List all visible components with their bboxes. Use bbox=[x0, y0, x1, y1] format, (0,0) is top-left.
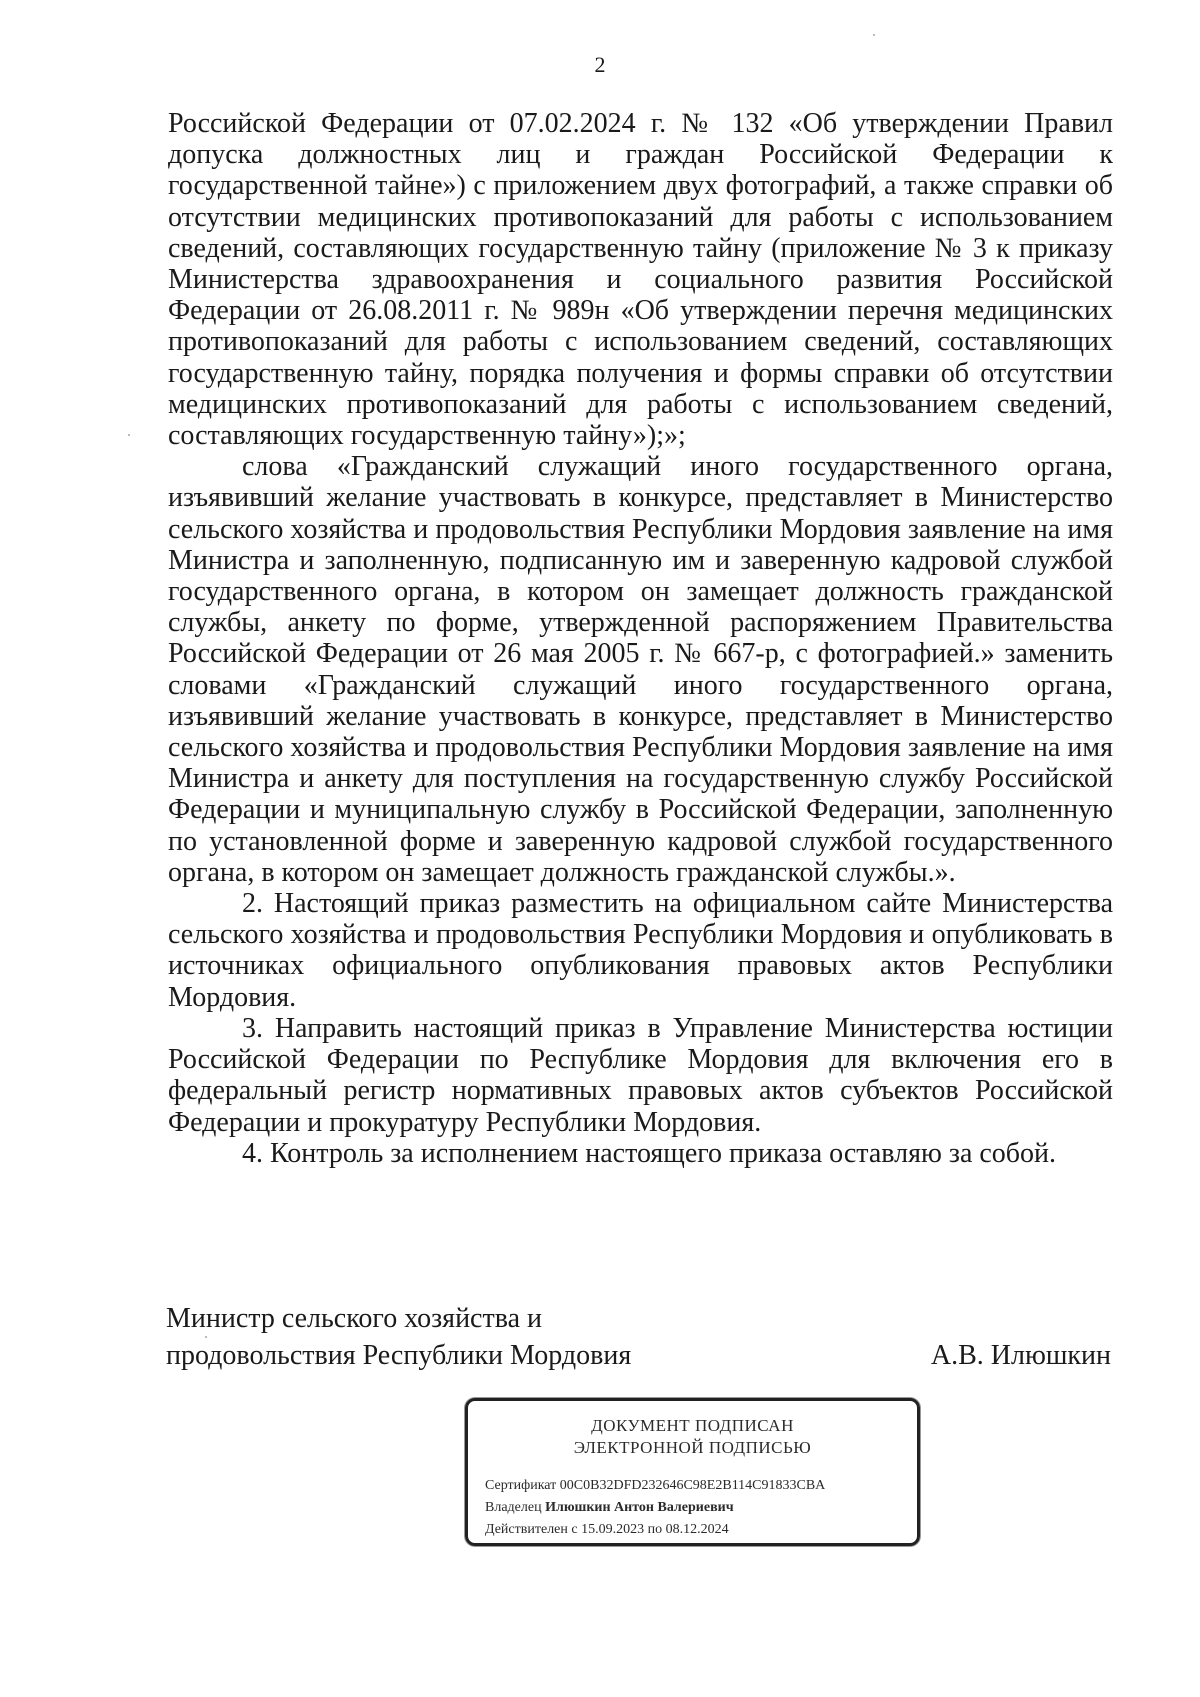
stamp-heading-line1: ДОКУМЕНТ ПОДПИСАН bbox=[591, 1416, 794, 1435]
owner-label: Владелец bbox=[485, 1500, 542, 1515]
signatory-title-line2: продовольствия Республики Мордовия bbox=[166, 1340, 632, 1371]
scan-speck bbox=[205, 1336, 207, 1338]
signature-block bbox=[166, 1300, 1111, 1374]
valid-to-label: по bbox=[647, 1522, 663, 1537]
scan-speck bbox=[873, 34, 875, 36]
signatory-title-line1: Министр сельского хозяйства и bbox=[166, 1303, 542, 1334]
scan-speck bbox=[128, 434, 130, 436]
stamp-owner-line bbox=[485, 1497, 917, 1519]
stamp-heading-line2: ЭЛЕКТРОННОЙ ПОДПИСЬЮ bbox=[573, 1438, 812, 1457]
valid-to-value: 08.12.2024 bbox=[665, 1522, 729, 1537]
valid-from-value: 15.09.2023 bbox=[581, 1522, 645, 1537]
certificate-value: 00C0B32DFD232646C98E2B114C91833CBA bbox=[559, 1478, 826, 1493]
paragraph-item-2: 2. Настоящий приказ разместить на официальном сайте Министерства сельского хозяйства и продовольствия Республики Мордовия и опубликовать в источниках официального опубликования правовых актов Республики Мордовия. bbox=[168, 888, 1113, 1013]
valid-label: Действителен bbox=[485, 1522, 568, 1537]
stamp-certificate-line bbox=[485, 1475, 917, 1497]
page-number: 2 bbox=[594, 52, 606, 77]
paragraph-words-replacement: слова «Гражданский служащий иного государственного органа, изъявивший желание участвовать в конкурсе, представляет в Министерство сельского хозяйства и продовольствия Республики Мордовия заявление на имя Министра и заполненную, подписанную им и заверенную кадровой службой государственного органа, в котором он замещает должность гражданской службы, анкету по форме, утвержденной распоряжением Правительства Российской Федерации от 26 мая 2005 г. № 667-р, с фотографией.» заменить словами «Гражданский служащий иного государственного органа, изъявивший желание участвовать в конкурсе, представляет в Министерство сельского хозяйства и продовольствия Республики Мордовия заявление на имя Министра и анкету для поступления на государственную службу Российской Федерации и муниципальную службу в Российской Федерации, заполненную по установленной форме и заверенную кадровой службой государственного органа, в котором он замещает должность гражданской службы.». bbox=[168, 451, 1113, 888]
paragraph-continuation: Российской Федерации от 07.02.2024 г. № 132 «Об утверждении Правил допуска должностных лиц и граждан Российской Федерации к государственной тайне») с приложением двух фотографий, а также справки об отсутствии медицинских противопоказаний для работы с использованием сведений, составляющих государственную тайну (приложение № 3 к приказу Министерства здравоохранения и социального развития Российской Федерации от 26.08.2011 г. № 989н «Об утверждении перечня медицинских противопоказаний для работы с использованием сведений, составляющих государственную тайну, порядка получения и формы справки об отсутствии медицинских противопоказаний для работы с использованием сведений, составляющих государственную тайну»);»; bbox=[168, 108, 1113, 452]
certificate-label: Сертификат bbox=[485, 1478, 557, 1493]
stamp-validity-line bbox=[485, 1519, 917, 1541]
owner-value: Илюшкин Антон Валериевич bbox=[545, 1500, 734, 1515]
paragraph-item-3: 3. Направить настоящий приказ в Управление Министерства юстиции Российской Федерации по Республике Мордовия для включения его в федеральный регистр нормативных правовых актов субъектов Российской Федерации и прокуратуру Республики Мордовия. bbox=[168, 1012, 1113, 1138]
paragraph-item-4: 4. Контроль за исполнением настоящего приказа оставляю за собой. bbox=[242, 1137, 1057, 1169]
signatory-row bbox=[166, 1337, 1111, 1374]
valid-from-label: с bbox=[571, 1522, 578, 1537]
stamp-heading bbox=[468, 1415, 917, 1459]
signatory-name: А.В. Илюшкин bbox=[930, 1340, 1111, 1371]
stamp-details bbox=[485, 1475, 917, 1541]
electronic-signature-stamp bbox=[465, 1398, 920, 1546]
document-body bbox=[168, 108, 1113, 1169]
